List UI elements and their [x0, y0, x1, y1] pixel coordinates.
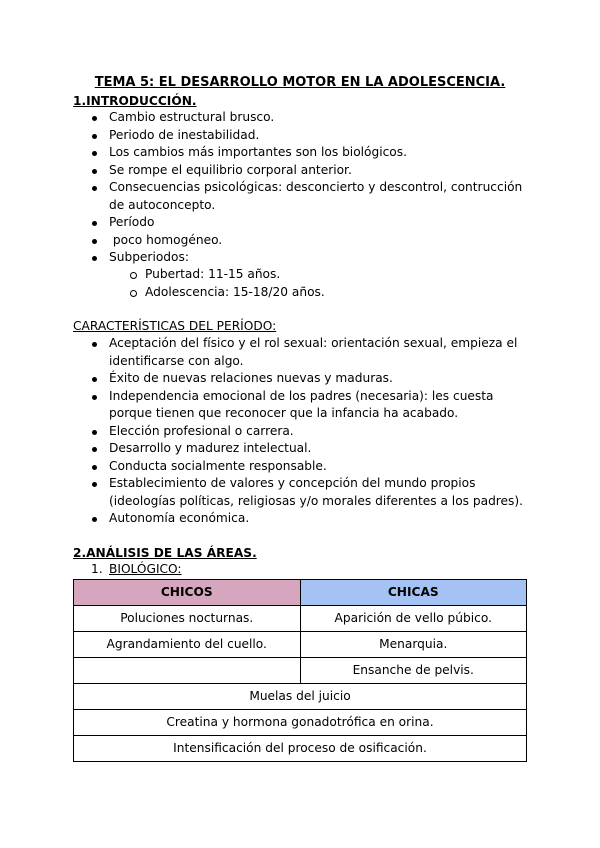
- characteristics-heading: CARACTERÍSTICAS DEL PERÍODO:: [73, 319, 277, 333]
- characteristics-list: [73, 335, 533, 528]
- header-chicas: CHICAS: [300, 580, 527, 606]
- intro-heading: 1.INTRODUCCIÓN.: [73, 94, 197, 108]
- table-cell: [74, 658, 301, 684]
- list-item: Independencia emocional de los padres (necesaria): les cuesta porque tienen que reconocer que la infancia ha acabado.: [73, 388, 533, 423]
- list-item: Éxito de nuevas relaciones nuevas y maduras.: [73, 370, 533, 388]
- table-row: [74, 736, 527, 762]
- list-item: Periodo de inestabilidad.: [73, 127, 533, 145]
- list-item: Establecimiento de valores y concepción del mundo propios (ideologías políticas, religiosas y/o morales diferentes a los padres).: [73, 475, 533, 510]
- list-item: Período: [73, 214, 533, 232]
- list-item: Consecuencias psicológicas: desconcierto y descontrol, contrucción de autoconcepto.: [73, 179, 533, 214]
- table-cell: Agrandamiento del cuello.: [74, 632, 301, 658]
- subperiods-list: [73, 266, 533, 301]
- sub-list-item: Pubertad: 11-15 años.: [73, 266, 533, 284]
- table-cell: Poluciones nocturnas.: [74, 606, 301, 632]
- list-item: Cambio estructural brusco.: [73, 109, 533, 127]
- list-item: Elección profesional o carrera.: [73, 423, 533, 441]
- table-row: [74, 606, 527, 632]
- list-item: Aceptación del físico y el rol sexual: orientación sexual, empieza el identificarse con algo.: [73, 335, 533, 370]
- list-item: poco homogéneo.: [73, 232, 533, 250]
- page-title: TEMA 5: EL DESARROLLO MOTOR EN LA ADOLESCENCIA.: [94, 75, 506, 90]
- list-item: Desarrollo y madurez intelectual.: [73, 440, 533, 458]
- biological-table: [73, 579, 527, 762]
- areas-heading: 2.ANÁLISIS DE LAS ÁREAS.: [73, 546, 257, 560]
- table-row: [74, 658, 527, 684]
- sub-heading-text: BIOLÓGICO:: [109, 562, 182, 576]
- sub-list-item: Adolescencia: 15-18/20 años.: [73, 284, 533, 302]
- table-shared-cell: Creatina y hormona gonadotrófica en orina.: [74, 710, 527, 736]
- table-header-row: [74, 580, 527, 606]
- table-shared-cell: Muelas del juicio: [74, 684, 527, 710]
- header-chicos: CHICOS: [74, 580, 301, 606]
- list-item: Los cambios más importantes son los biológicos.: [73, 144, 533, 162]
- table-cell: Aparición de vello púbico.: [300, 606, 527, 632]
- list-item: Autonomía económica.: [73, 510, 533, 528]
- intro-list: [73, 109, 533, 267]
- table-row: [74, 710, 527, 736]
- table-cell: Ensanche de pelvis.: [300, 658, 527, 684]
- sub-number: 1.: [91, 562, 103, 576]
- list-item: Se rompe el equilibrio corporal anterior.: [73, 162, 533, 180]
- biological-subheading: [91, 561, 182, 579]
- table-row: [74, 684, 527, 710]
- list-item: Conducta socialmente responsable.: [73, 458, 533, 476]
- table-cell: Menarquia.: [300, 632, 527, 658]
- table-row: [74, 632, 527, 658]
- table-shared-cell: Intensificación del proceso de osificación.: [74, 736, 527, 762]
- list-item: Subperiodos:: [73, 249, 533, 267]
